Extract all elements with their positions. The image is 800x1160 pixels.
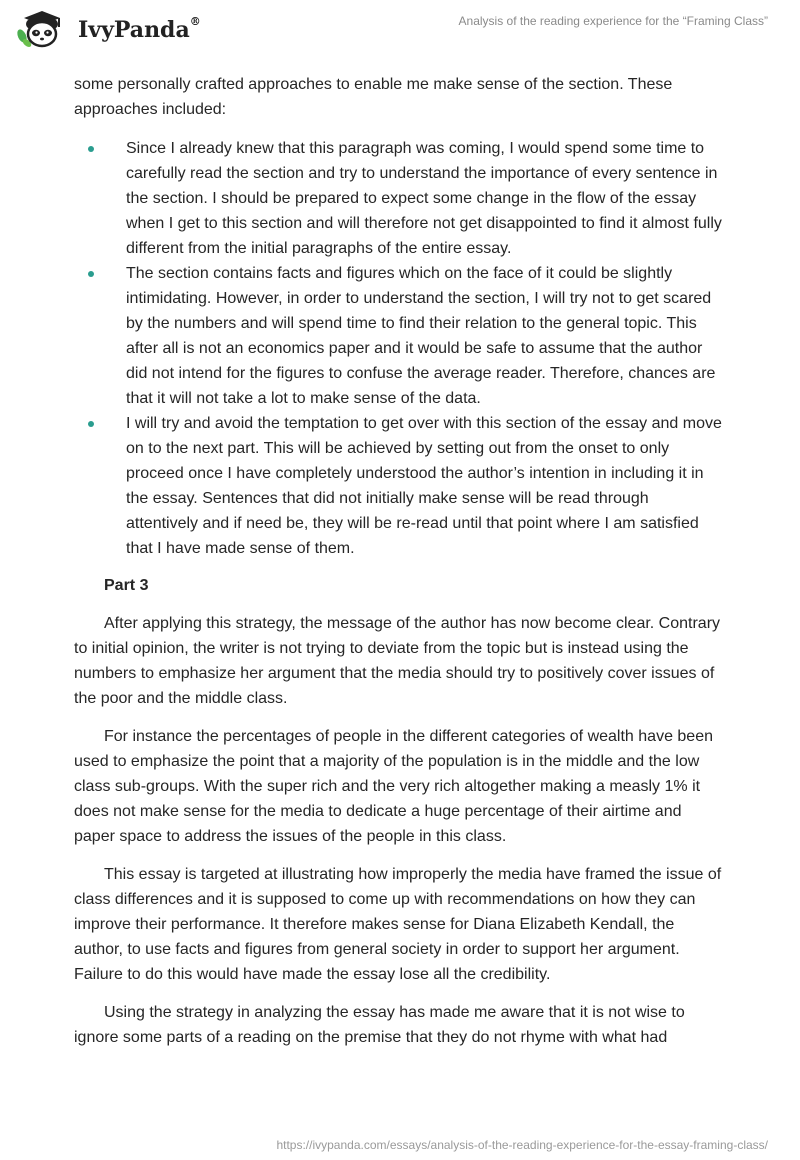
- ivypanda-logo[interactable]: [14, 10, 201, 50]
- list-item: [74, 136, 724, 261]
- page-header: [0, 0, 800, 70]
- list-item-text: I will try and avoid the temptation to get over with this section of the essay and move on to the next part. This will be achieved by setting out from the onset to only proceed once I have completely understood the author’s intention in including it in the essay. Sentences that did not initially make sense will be read through attentively and if need be, they will be re-read until that point where I am satisfied that I have made sense of them.: [126, 415, 722, 557]
- brand-name: IvyPanda®: [78, 15, 201, 43]
- bullet-dot-icon: [88, 421, 94, 427]
- body-paragraph: After applying this strategy, the message of the author has now become clear. Contrary to initial opinion, the writer is not trying to deviate from the topic but is instead using the numbers to emphasize her argument that the media should try to positively cover issues of the poor and the middle class.: [74, 615, 721, 707]
- section-heading: Part 3: [104, 577, 149, 594]
- body-paragraph: This essay is targeted at illustrating how improperly the media have framed the issue of class differences and it is supposed to come up with recommendations on how they can improve their performance. It therefore makes sense for Diana Elizabeth Kendall, the author, to use facts and figures from general society in order to support her argument. Failure to do this would have made the essay lose all the credibility.: [74, 866, 722, 983]
- panda-graduate-icon: [14, 10, 72, 50]
- list-item: [74, 261, 724, 411]
- document-title: Analysis of the reading experience for the “Framing Class”: [458, 14, 768, 28]
- approaches-list: [74, 136, 724, 561]
- bullet-dot-icon: [88, 146, 94, 152]
- list-item-text: The section contains facts and figures which on the face of it could be slightly intimidating. However, in order to understand the section, I will try not to get scared by the numbers and will spend time to find their relation to the general topic. This after all is not an economics paper and it would be safe to assume that the author did not intend for the figures to confuse the average reader. Therefore, chances are that it will not take a lot to make sense of the data.: [126, 265, 716, 407]
- bullet-dot-icon: [88, 271, 94, 277]
- body-paragraph: For instance the percentages of people in the different categories of wealth have been used to emphasize the point that a majority of the population is in the middle and the low class sub-groups. With the super rich and the very rich altogether making a measly 1% it does not make sense for the media to dedicate a huge percentage of their airtime and paper space to address the issues of the people in this class.: [74, 728, 713, 845]
- intro-paragraph: some personally crafted approaches to enable me make sense of the section. These approaches included:: [74, 76, 673, 118]
- list-item: [74, 411, 724, 561]
- body-paragraph: Using the strategy in analyzing the essay has made me aware that it is not wise to ignore some parts of a reading on the premise that they do not rhyme with what had: [74, 1004, 685, 1046]
- essay-body: [74, 72, 724, 1050]
- source-url-link[interactable]: https://ivypanda.com/essays/analysis-of-the-reading-experience-for-the-essay-framing-class/: [276, 1138, 768, 1152]
- list-item-text: Since I already knew that this paragraph was coming, I would spend some time to carefully read the section and try to understand the importance of every sentence in the section. I should be prepared to expect some change in the flow of the essay when I get to this section and will therefore not get disappointed to find it almost fully different from the initial paragraphs of the entire essay.: [126, 140, 722, 257]
